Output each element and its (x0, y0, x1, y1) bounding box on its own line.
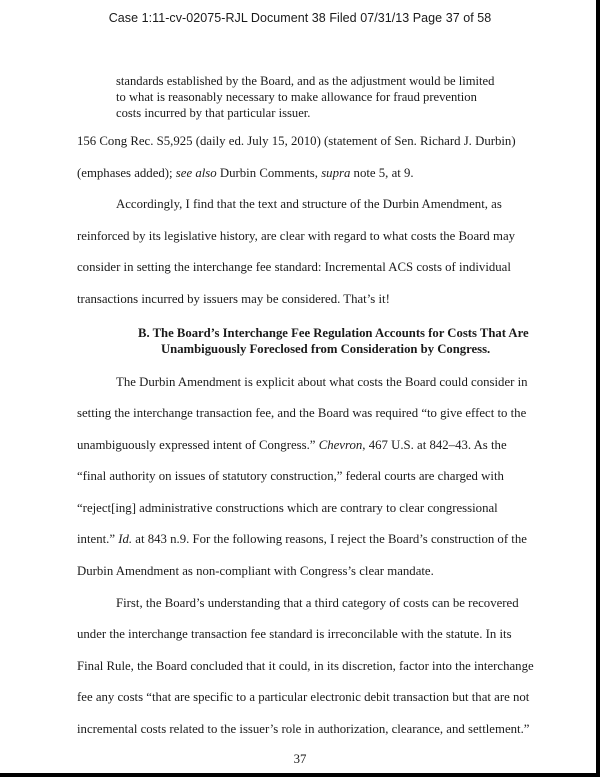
case-name: Chevron (318, 438, 363, 452)
paragraph-line: transactions incurred by issuers may be considered. That’s it! (77, 292, 390, 306)
paragraph-line: Durbin Amendment as non-compliant with Congress’s clear mandate. (77, 564, 434, 578)
quote-line: to what is reasonably necessary to make allowance for fraud prevention (116, 90, 477, 104)
paragraph-line: “final authority on issues of statutory construction,” federal courts are charged with (77, 469, 504, 483)
paragraph-text: , 467 U.S. at 842–43. As the (362, 438, 507, 452)
citation-text: Durbin Comments, (216, 166, 322, 180)
paragraph-line: First, the Board’s understanding that a third category of costs can be recovered (116, 596, 519, 610)
paragraph-line: incremental costs related to the issuer’s role in authorization, clearance, and settlement.” (77, 722, 530, 736)
paragraph-line: Final Rule, the Board concluded that it could, in its discretion, factor into the interchange (77, 659, 534, 673)
citation-signal: see also (175, 166, 217, 180)
page-number: 37 (293, 752, 307, 766)
section-heading (0, 325, 600, 357)
citation-line: 156 Cong Rec. S5,925 (daily ed. July 15, 2010) (statement of Sen. Richard J. Durbin) (77, 134, 516, 148)
case-header: Case 1:11-cv-02075-RJL Document 38 Filed 07/31/13 Page 37 of 58 (108, 11, 492, 25)
section-heading-line: B. The Board’s Interchange Fee Regulation Accounts for Costs That Are (138, 326, 529, 340)
paragraph-line: fee any costs “that are specific to a particular electronic debit transaction but that are not (77, 690, 530, 704)
quote-line: standards established by the Board, and as the adjustment would be limited (116, 74, 495, 88)
paragraph-text: unambiguously expressed intent of Congress.” (77, 438, 319, 452)
section-heading-line: Unambiguously Foreclosed from Consideration by Congress. (161, 342, 491, 356)
paragraph-line: consider in setting the interchange fee standard: Incremental ACS costs of individual (77, 260, 511, 274)
block-quote (116, 73, 516, 121)
paragraph-line: Accordingly, I find that the text and structure of the Durbin Amendment, as (116, 197, 502, 211)
paragraph-line (77, 532, 527, 547)
paragraph-line: “reject[ing] administrative constructions which are contrary to clear congressional (77, 501, 498, 515)
paragraph-line: under the interchange transaction fee standard is irreconcilable with the statute. In its (77, 627, 512, 641)
paragraph-text: at 843 n.9. For the following reasons, I reject the Board’s construction of the (132, 532, 527, 546)
paragraph-line: reinforced by its legislative history, are clear with regard to what costs the Board may (77, 229, 516, 243)
citation-line (77, 166, 414, 181)
paragraph-text: intent.” (77, 532, 119, 546)
paragraph-line: The Durbin Amendment is explicit about what costs the Board could consider in (116, 375, 528, 389)
paragraph-line: setting the interchange transaction fee, and the Board was required “to give effect to the (77, 406, 527, 420)
citation-signal: Id. (118, 532, 133, 546)
paragraph-line (77, 438, 507, 453)
quote-line: costs incurred by that particular issuer. (116, 106, 311, 120)
citation-signal: supra (321, 166, 351, 180)
citation-text: note 5, at 9. (350, 166, 414, 180)
citation-text: (emphases added); (77, 166, 176, 180)
